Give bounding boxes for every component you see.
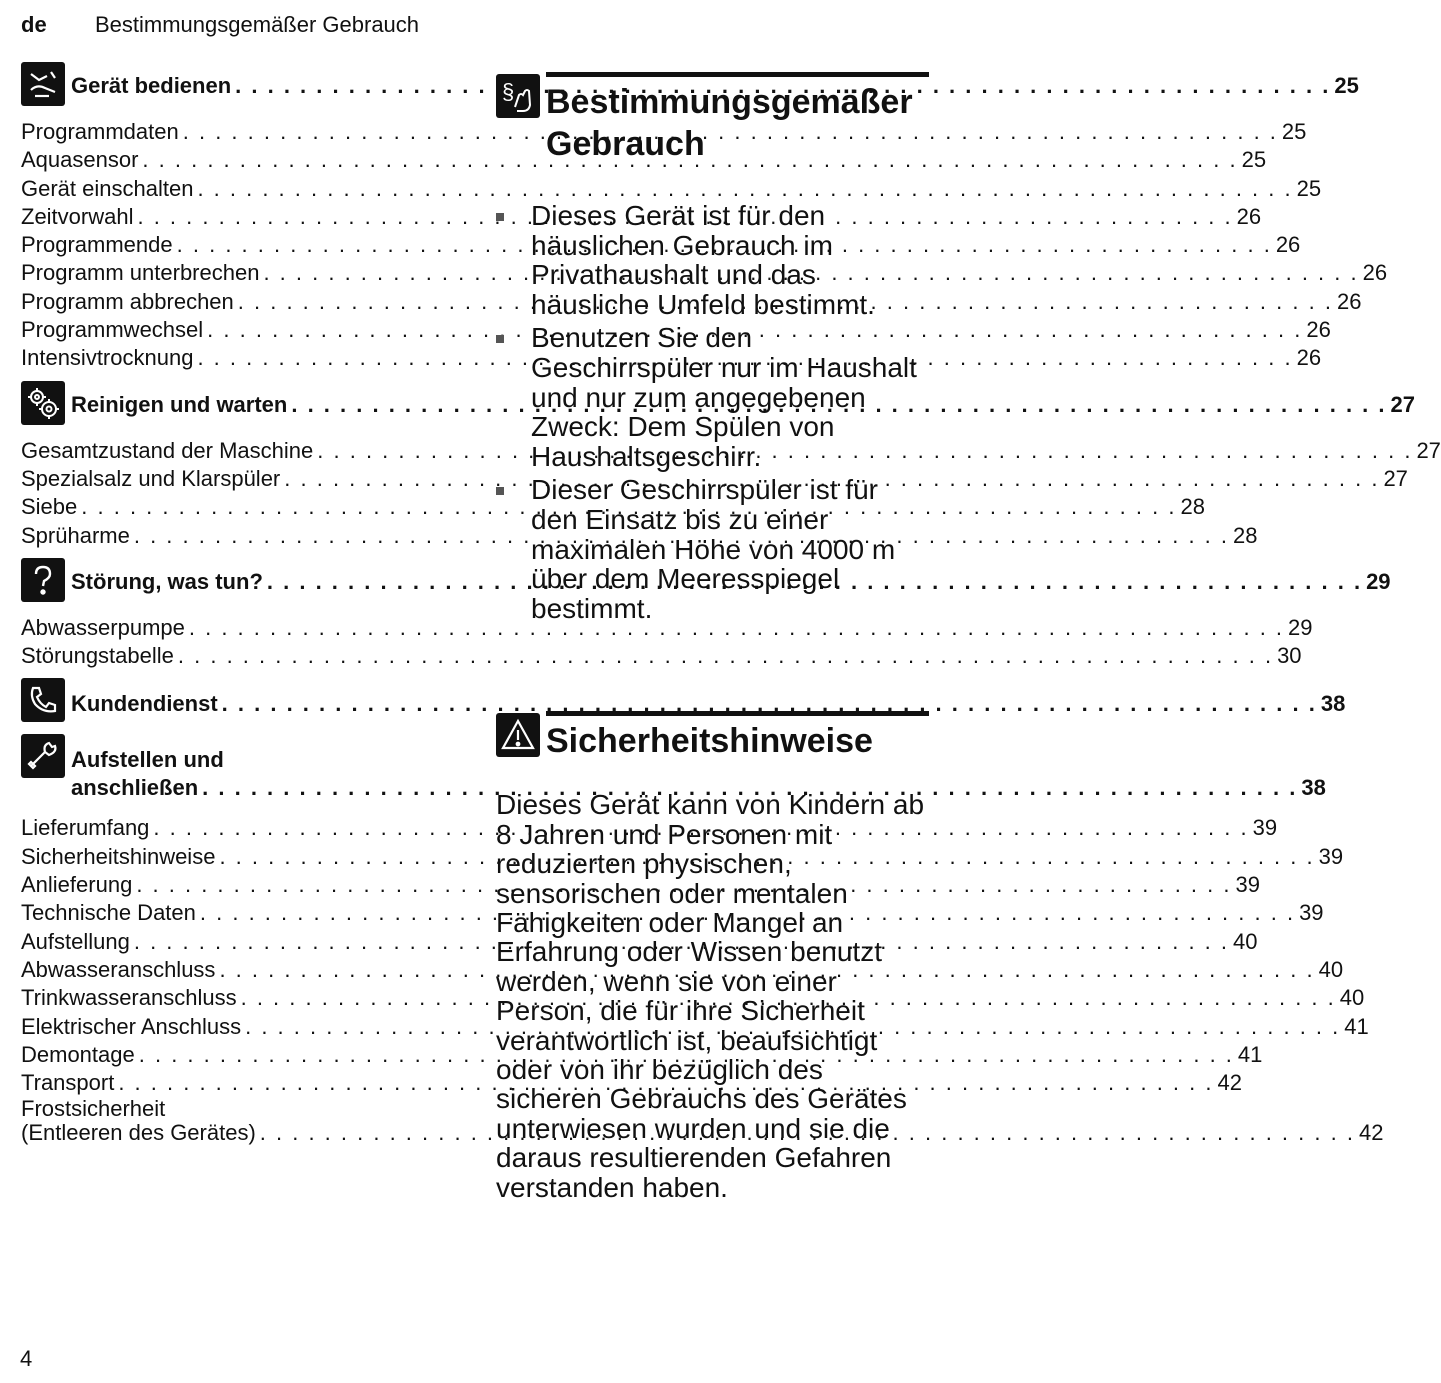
toc-item[interactable] [21,928,1258,956]
toc-section-title: Kundendienst [71,691,218,717]
toc-item-label: Intensivtrocknung [21,345,194,371]
toc-section-heading[interactable] [21,558,1391,602]
toc-item-page: 26 [1296,345,1322,371]
heading-rule [546,711,929,716]
toc-item-page: 39 [1235,872,1260,898]
toc-item-label: Transport [21,1070,115,1096]
toc-item-page: 42 [1217,1070,1242,1096]
toc-item[interactable] [21,984,1365,1012]
toc-item-label: Anlieferung [21,872,133,898]
toc-item-label-line1: Frostsicherheit [21,1096,166,1122]
question-mark-icon [21,558,65,602]
toc-section-title: Gerät bedienen [71,73,232,98]
toc-item-page: 39 [1299,900,1324,926]
toc-item[interactable] [21,871,1260,899]
toc-item[interactable] [21,259,1388,287]
list-item-text: Dieses Gerät ist für den häuslichen Gebrauch im Privathaushalt und das häusliche Umfeld bestimmt. [531,200,875,320]
list-item [496,201,929,319]
content-column [496,72,929,1202]
toc-item[interactable] [21,316,1331,344]
toc-item-label: Demontage [21,1041,135,1067]
toc-item-page: 26 [1275,232,1301,258]
section-title: Bestimmungsgemäßer Gebrauch [546,83,913,163]
hand-operating-icon [21,62,65,106]
toc-item-page: 28 [1180,494,1205,520]
toc-section-title: Reinigen und warten [71,391,288,417]
toc-item-page: 40 [1233,928,1258,954]
toc-section-page: 38 [1320,691,1346,717]
svg-text:§: § [502,79,515,104]
toc-item[interactable] [21,118,1307,146]
toc-item[interactable] [21,899,1324,927]
toc-item-page: 27 [1416,437,1441,463]
toc-section-title-line1: Aufstellen und [71,747,224,773]
toc-item[interactable] [21,231,1301,259]
heading-rule [546,72,929,77]
toc-section-title: Störung, was tun? [71,568,263,594]
wrench-icon [21,734,65,778]
toc-item-page: 25 [1296,175,1322,201]
toc-item-label: Spezialsalz und Klarspüler [21,465,281,491]
toc-item-label: Lieferumfang [21,815,150,841]
toc-item[interactable] [21,465,1408,493]
toc-item-label: Trinkwasseranschluss [21,985,237,1011]
toc-section-page: 25 [1334,73,1359,98]
bullet-list [496,201,929,623]
toc-item[interactable] [21,522,1258,550]
toc-item[interactable] [21,146,1267,174]
bullet-square-icon [496,487,504,495]
toc-item[interactable] [21,843,1344,871]
phone-icon [21,678,65,722]
toc-item-page: 26 [1336,288,1362,314]
toc-item-page: 39 [1318,843,1344,869]
toc-item[interactable] [21,493,1205,521]
toc-item-page: 28 [1233,522,1258,548]
toc-item[interactable] [21,1013,1369,1041]
toc-item-label: Programmdaten [21,119,179,144]
toc-section-page: 29 [1366,568,1391,594]
safety-paragraph: Dieses Gerät kann von Kindern ab 8 Jahren und Personen mit reduzierten physischen, sensorischen oder mentalen Fähigkeiten oder Mangel an Erfahrung oder Wissen benutzt werden, wenn sie von einer Person, die für ihre Sicherheit verantwortlich ist, beaufsichtigt oder von ihr bezüglich des sicheren Gebrauchs des Gerätes unterwiesen wurden und sie die daraus resultierenden Gefahren verstanden haben. [496,789,925,1203]
toc-item-label: Störungstabelle [21,643,174,669]
toc-item-label: Programmende [21,232,173,258]
header-title: Bestimmungsgemäßer Gebrauch [95,12,420,37]
list-item [496,475,929,623]
toc-item-label: Programm abbrechen [21,288,234,314]
toc-item-label: (Entleeren des Gerätes) [21,1120,256,1146]
gears-icon [21,381,65,425]
list-item [496,323,929,471]
toc-item-page: 30 [1277,643,1302,669]
warning-triangle-icon [496,713,540,757]
list-item-text: Benutzen Sie den Geschirrspüler nur im Haushalt und nur zum angegebenen Zweck: Dem Spülen von Haushaltsgeschirr. [531,322,917,472]
toc-item-label: Elektrischer Anschluss [21,1013,242,1039]
toc-item[interactable] [21,1069,1242,1097]
toc-item-page: 41 [1237,1041,1263,1067]
toc-item-page: 27 [1383,465,1408,491]
toc-item[interactable] [21,1096,1384,1146]
toc-item-page: 25 [1281,119,1307,144]
toc-item-label: Abwasserpumpe [21,614,185,640]
toc-item-page: 25 [1241,147,1267,173]
toc-item-page: 26 [1236,203,1262,229]
toc-item-page: 26 [1306,317,1331,343]
toc-item-label: Zeitvorwahl [21,203,134,229]
toc-item-label: Aquasensor [21,147,139,173]
toc-item-label: Sicherheitshinweise [21,843,216,869]
toc-section-title: anschließen [71,775,199,801]
toc-item[interactable] [21,288,1362,316]
toc-item[interactable] [21,956,1344,984]
toc-item[interactable] [21,344,1322,372]
toc-item-label: Technische Daten [21,900,196,926]
list-item-text: Dieser Geschirrspüler ist für den Einsatz bis zu einer maximalen Höhe von 4000 m über dem Meeresspiegel bestimmt. [531,474,896,624]
bullet-square-icon [496,335,504,343]
toc-section-heading[interactable] [21,678,1346,722]
section-title: Sicherheitshinweise [546,722,873,761]
toc-item-label: Aufstellung [21,928,130,954]
page-number: 4 [20,1346,33,1371]
toc-item-label: Gesamtzustand der Maschine [21,437,314,463]
toc-item-page: 39 [1252,815,1278,841]
toc-section-page: 27 [1390,391,1416,417]
toc-item[interactable] [21,175,1322,203]
toc-item[interactable] [21,814,1278,842]
toc-item-label: Abwasseranschluss [21,956,216,982]
section-heading-safety [496,711,929,762]
toc-section-heading[interactable] [21,381,1416,425]
toc-item-page: 41 [1344,1013,1369,1039]
toc-item-label: Programm unterbrechen [21,260,260,286]
section-heading-intended-use [496,72,929,165]
toc-item-label: Sprüharme [21,522,130,548]
toc-item-list [21,614,1313,671]
toc-item[interactable] [21,203,1262,231]
toc-item-page: 40 [1318,956,1344,982]
toc-item-label: Programmwechsel [21,317,204,343]
toc-section-page: 38 [1301,775,1326,801]
bullet-square-icon [496,213,504,221]
paragraph-hand-icon [496,74,540,118]
toc-item[interactable] [21,642,1302,670]
toc-item-page: 40 [1339,985,1365,1011]
toc-item-page: 29 [1288,614,1313,640]
toc-item[interactable] [21,614,1313,642]
toc-item-page: 26 [1362,260,1388,286]
toc-item-label: Siebe [21,494,78,520]
toc-section-heading[interactable] [21,62,1359,106]
toc-item[interactable] [21,1041,1263,1069]
toc-item-label: Gerät einschalten [21,175,194,201]
toc-item[interactable] [21,437,1441,465]
toc-item-page: 42 [1358,1120,1384,1146]
header-language: de [21,12,47,37]
